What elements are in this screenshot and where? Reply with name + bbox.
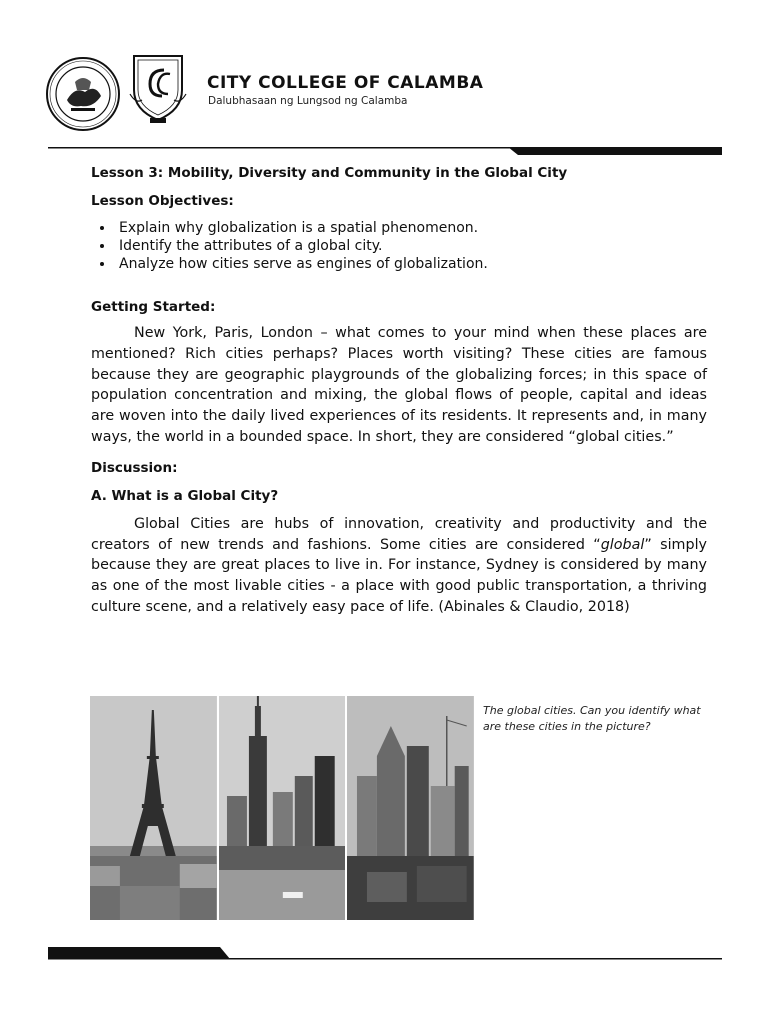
getting-started-paragraph: New York, Paris, London – what comes to your mind when these places are mentioned? Rich cities perhaps? Places worth visiting? These cities are famous because they are geographic playgrounds of the globalizing forces; in this space of population concentration and mixing, the global flows of people, capital and ideas are woven into the daily lived experiences of its residents. It represents and, in many ways, the world in a bounded space. In short, they are considered “global cities.”: [91, 325, 707, 445]
london-photo: [347, 696, 474, 920]
paragraph-text: ” simply because they are great places to live in. For instance, Sydney is considered by many as one of the most livable cities - a place with good public transportation, a thriving culture scene, and a relatively easy pace of life. (Abinales & Claudio, 2018): [91, 536, 707, 615]
college-crest-logo: [128, 50, 188, 126]
objective-item: • Explain why globalization is a spatial phenomenon.: [115, 219, 707, 237]
header-divider: [48, 140, 722, 148]
footer-divider: [48, 946, 722, 960]
paris-photo: [90, 696, 217, 920]
getting-started-heading: Getting Started:: [91, 299, 216, 315]
new-york-photo: [219, 696, 346, 920]
emphasis-global: global: [600, 536, 645, 553]
global-cities-photo: [90, 696, 474, 920]
city-seal-logo: [45, 56, 121, 132]
paragraph-text: Global Cities are hubs of innovation, creativity and productivity and the creators of new trends and fashions. Some cities are considered “: [91, 515, 707, 553]
objectives-list: [91, 219, 707, 273]
lesson-title: Lesson 3: Mobility, Diversity and Community in the Global City: [91, 165, 568, 181]
lesson-content: [91, 165, 707, 618]
objective-item: • Identify the attributes of a global city.: [115, 237, 707, 255]
objective-item: • Analyze how cities serve as engines of globalization.: [115, 255, 707, 273]
college-name: CITY COLLEGE OF CALAMBA: [207, 73, 484, 93]
figure-caption: The global cities. Can you identify what are these cities in the picture?: [483, 704, 701, 733]
objectives-heading: Lesson Objectives:: [91, 193, 234, 209]
global-city-paragraph: [91, 514, 707, 618]
discussion-heading: Discussion:: [91, 459, 178, 476]
college-subtitle: Dalubhasaan ng Lungsod ng Calamba: [208, 95, 408, 107]
section-a-heading: A. What is a Global City?: [91, 487, 279, 504]
